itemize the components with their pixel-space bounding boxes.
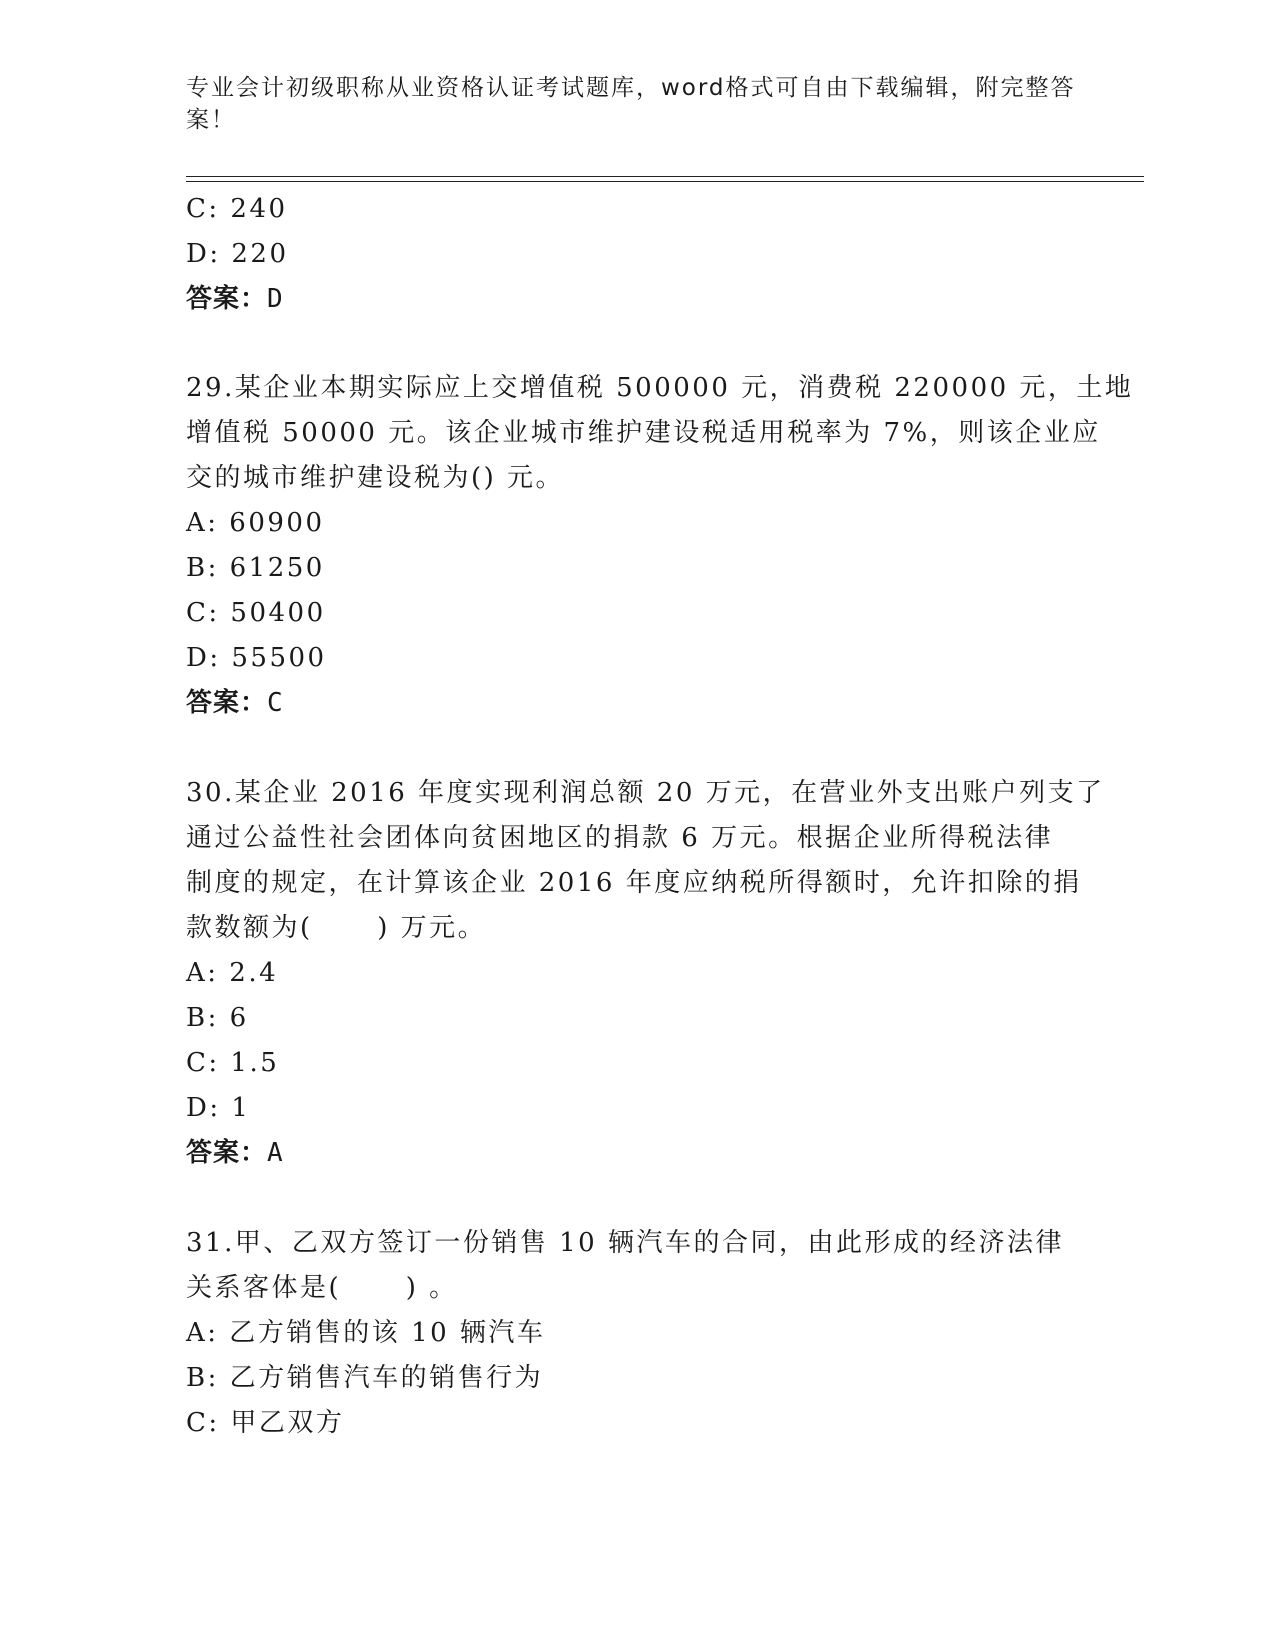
answer-value: C (267, 688, 284, 718)
q29-answer (186, 685, 284, 721)
q29-option-a: A: 60900 (186, 508, 325, 538)
q29-option-b: B: 61250 (186, 553, 325, 583)
q30-stem-line-1: 30.某企业 2016 年度实现利润总额 20 万元，在营业外支出账户列支了 (186, 778, 1105, 808)
answer-label: 答案： (186, 688, 268, 718)
q31-option-c: C: 甲乙双方 (186, 1408, 345, 1438)
answer-value: D (267, 284, 284, 314)
header-rule-bottom (186, 181, 1144, 182)
prev-option-d: D: 220 (186, 239, 289, 269)
header-rule-top (186, 176, 1144, 177)
q29-stem-line-3: 交的城市维护建设税为() 元。 (186, 463, 565, 493)
q30-option-a: A: 2.4 (186, 958, 279, 988)
q30-stem-line-3: 制度的规定，在计算该企业 2016 年度应纳税所得额时，允许扣除的捐 (186, 868, 1082, 898)
q30-stem-line-2: 通过公益性社会团体向贫困地区的捐款 6 万元。根据企业所得税法律 (186, 823, 1054, 853)
q29-option-d: D: 55500 (186, 643, 327, 673)
q31-stem-line-1: 31.甲、乙双方签订一份销售 10 辆汽车的合同，由此形成的经济法律 (186, 1228, 1064, 1258)
q31-stem-line-2: 关系客体是( ) 。 (186, 1273, 458, 1303)
q29-stem-line-1: 29.某企业本期实际应上交增值税 500000 元，消费税 220000 元，土地 (186, 373, 1134, 403)
prev-answer (186, 281, 284, 317)
q30-option-c: C: 1.5 (186, 1048, 280, 1078)
answer-label: 答案： (186, 1138, 268, 1168)
answer-value: A (267, 1138, 284, 1168)
prev-option-c: C: 240 (186, 194, 288, 224)
q31-option-a: A: 乙方销售的该 10 辆汽车 (186, 1318, 546, 1348)
q30-option-b: B: 6 (186, 1003, 249, 1033)
q30-stem-line-4: 款数额为( ) 万元。 (186, 913, 487, 943)
q31-option-b: B: 乙方销售汽车的销售行为 (186, 1363, 544, 1393)
document-header: 专业会计初级职称从业资格认证考试题库，word格式可自由下载编辑，附完整答案！ (186, 75, 1076, 133)
q30-answer (186, 1135, 284, 1171)
answer-label: 答案： (186, 284, 268, 314)
q29-stem-line-2: 增值税 50000 元。该企业城市维护建设税适用税率为 7%，则该企业应 (186, 418, 1101, 448)
q30-option-d: D: 1 (186, 1093, 251, 1123)
q29-option-c: C: 50400 (186, 598, 326, 628)
